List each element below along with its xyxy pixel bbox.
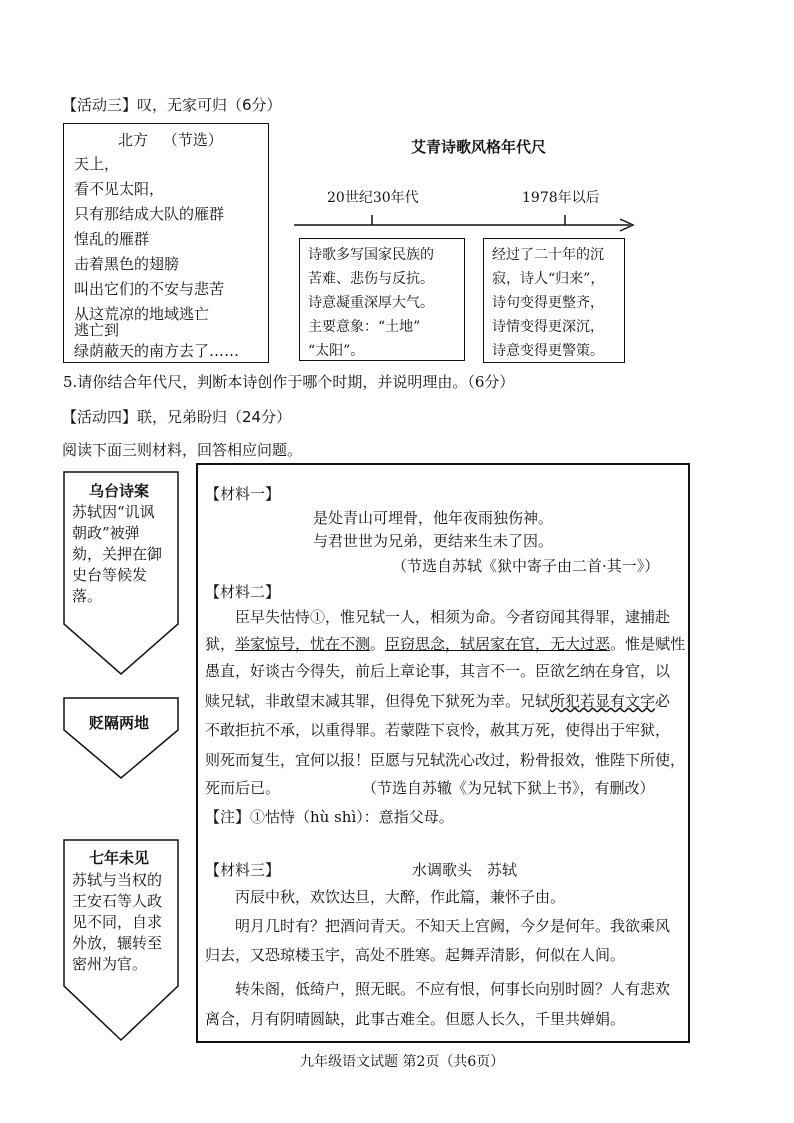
poem-line: 击着黑色的翅膀 <box>74 255 180 273</box>
era-box-1930s-text <box>308 243 460 363</box>
material2-line6: 则死而复生，宜何以报！臣愿与兄轼洗心改过，粉骨报效，惟陛下所使， <box>205 751 686 769</box>
sidebar-line: 见不同，自求 <box>72 913 163 931</box>
material2-source: （节选自苏辙《为兄轼下狱上书》，有删改） <box>362 779 655 797</box>
activity4-heading: 【活动四】联，兄弟盼归（24分） <box>62 408 292 426</box>
timeline-label-1978: 1978年以后 <box>522 190 600 206</box>
question-5: 5.请你结合年代尺，判断本诗创作于哪个时期，并说明理由。（6分） <box>63 373 515 391</box>
material2-line5: 不敢拒抗不承，以重得罪。若蒙陛下哀怜，赦其万死，使得出于牢狱， <box>205 721 671 739</box>
text-span: 。 <box>370 635 386 653</box>
era-box-1978-text <box>492 243 622 363</box>
poem-line: 看不见太阳， <box>74 180 165 198</box>
material3-line4: 离合，月有阴晴圆缺，此事古难全。但愿人长久，千里共婵娟。 <box>205 1010 626 1028</box>
poem-note: （节选） <box>162 131 223 149</box>
wavy-underlined-phrase: 所犯若显有文字 <box>550 692 656 710</box>
poem-title <box>118 131 223 149</box>
material2-line1: 臣早失怙恃①，惟兄轼一人，相须为命。今者窃闻其得罪，逮捕赴 <box>235 608 671 626</box>
material2-note: 【注】①怙恃（hù shì）：意指父母。 <box>205 808 454 826</box>
timeline-label-1930s: 20世纪30年代 <box>327 190 419 206</box>
poem-line: 从这荒凉的地域逃亡 <box>74 305 210 323</box>
sidebar-line: 史台等候发 <box>72 566 148 584</box>
sidebar-line: 苏轼因“讥讽 <box>72 503 155 521</box>
poem-line: 绿荫蔽天的南方去了…… <box>74 342 240 360</box>
material3-line2: 归去，又恐琼楼玉宇，高处不胜寒。起舞弄清影，何似在人间。 <box>205 946 626 964</box>
material3-line3: 转朱阁，低绮户，照无眠。不应有恨，何事长向别时圆？人有悲欢 <box>235 980 671 998</box>
poem-line: 逃亡到 <box>74 321 120 339</box>
material1-label: 【材料一】 <box>205 485 281 503</box>
era-line: 诗歌多写国家民族的 <box>308 247 434 263</box>
sidebar-line: 落。 <box>72 587 103 605</box>
poem-box <box>63 123 269 363</box>
era-line: 诗意凝重深厚大气。 <box>308 295 434 311</box>
activity3-heading: 【活动三】叹，无家可归（6分） <box>62 96 282 114</box>
era-line: “太阳”。 <box>308 343 365 359</box>
poem-line: 叫出它们的不安与悲苦 <box>74 280 225 298</box>
underlined-phrase: 臣窃思念，轼居家在官，无大过恶 <box>385 635 611 653</box>
sidebar-title-separated: 贬隔两地 <box>89 714 150 732</box>
poem-line: 惶乱的雁群 <box>74 230 150 248</box>
era-line: 诗句变得更整齐， <box>492 295 604 311</box>
sidebar-title-wutai: 乌台诗案 <box>89 482 150 500</box>
poem-line: 天上， <box>74 155 120 173</box>
text-span: 必 <box>655 692 671 710</box>
sidebar-line: 密州为官。 <box>72 955 148 973</box>
text-span: 。惟是赋性 <box>610 635 686 653</box>
page-footer: 九年级语文试题 第2页（共6页） <box>300 1054 505 1070</box>
timeline-title: 艾青诗歌风格年代尺 <box>411 138 547 156</box>
material2-line7: 死而后已。 <box>205 779 281 797</box>
poem-line: 只有那结成大队的雁群 <box>74 205 225 223</box>
sidebar-line: 朝政”被弹 <box>72 524 140 542</box>
era-box-1978 <box>483 238 625 363</box>
material3-line1: 明月几时有？把酒问青天。不知天上宫阙，今夕是何年。我欲乘风 <box>235 917 671 935</box>
sidebar-title-seven-years: 七年未见 <box>89 849 150 867</box>
material3-label: 【材料三】 <box>205 861 281 879</box>
sidebar-text-wutai <box>72 502 182 607</box>
sidebar-line: 外放，辗转至 <box>72 934 163 952</box>
material3-title: 水调歌头 苏轼 <box>412 861 518 879</box>
era-line: 苦难、悲伤与反抗。 <box>308 271 434 287</box>
era-box-1930s <box>299 238 465 361</box>
material2-label: 【材料二】 <box>205 583 281 601</box>
era-line: 经过了二十年的沉 <box>492 247 604 263</box>
activity4-intro: 阅读下面三则材料，回答相应问题。 <box>62 441 303 459</box>
underlined-phrase: 举家惊号，忧在不测 <box>235 635 371 653</box>
material1-source: （节选自苏轼《狱中寄子由二首·其一》） <box>392 557 660 575</box>
era-line: 诗意变得更警策。 <box>492 343 604 359</box>
text-span: 赎兄轼，非敢望末减其罪，但得免下狱死为幸。兄轼 <box>205 692 551 710</box>
material3-preface: 丙辰中秋，欢饮达旦，大醉，作此篇，兼怀子由。 <box>235 888 566 906</box>
era-line: 寂，诗人“归来”， <box>492 271 605 287</box>
era-line: 主要意象：“土地” <box>308 319 421 335</box>
sidebar-text-seven-years <box>72 870 186 975</box>
poem-title-text: 北方 <box>118 131 149 149</box>
material2-line4 <box>205 690 670 711</box>
era-line: 诗情变得更深沉， <box>492 319 604 335</box>
material2-line2 <box>205 633 685 654</box>
material1-line2: 与君世世为兄弟，更结来生未了因。 <box>313 532 554 550</box>
material2-line3: 愚直，好谈古今得失，前后上章论事，其言不一。臣欲乞纳在身官，以 <box>205 662 671 680</box>
timeline-axis <box>290 210 640 234</box>
sidebar-line: 王安石等人政 <box>72 892 163 910</box>
sidebar-line: 苏轼与当权的 <box>72 871 163 889</box>
sidebar-line: 劾，关押在御 <box>72 545 163 563</box>
material1-line1: 是处青山可埋骨，他年夜雨独伤神。 <box>313 509 554 527</box>
text-span: 狱， <box>205 635 236 653</box>
